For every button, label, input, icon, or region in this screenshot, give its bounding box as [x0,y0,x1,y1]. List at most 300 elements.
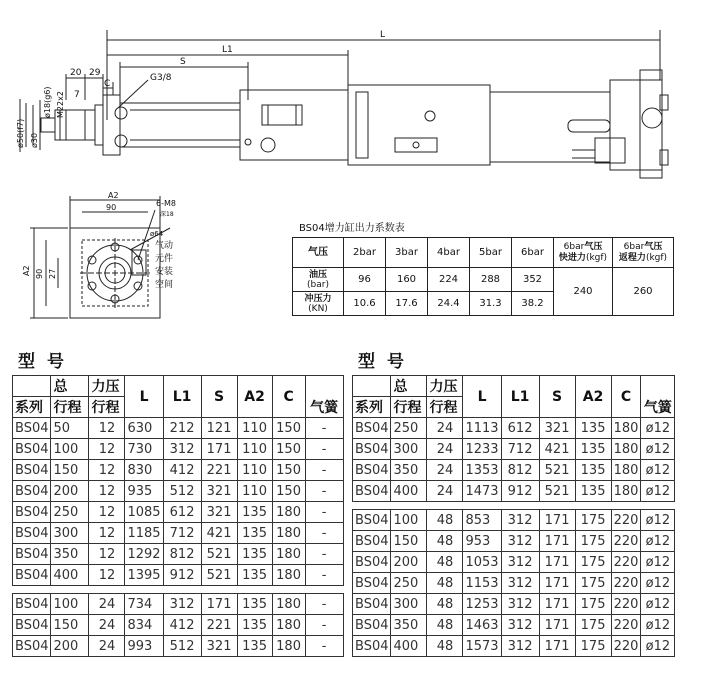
table-cell: 24 [427,439,463,460]
table-cell: BS04 [353,439,391,460]
table-cell: 171 [539,636,575,657]
table-cell: 24 [427,460,463,481]
table-cell: 48 [427,531,463,552]
table-cell: - [305,636,343,657]
table-cell: 350 [391,615,427,636]
table-cell: 421 [539,439,575,460]
table-cell: BS04 [13,502,51,523]
dim-C-label: C [104,79,111,89]
table-cell: 220 [611,594,641,615]
table-cell: 12 [89,418,125,439]
table-cell: 220 [611,636,641,657]
table-row [353,439,675,460]
coef-force: 38.2 [512,292,554,316]
table-cell: BS04 [353,481,391,502]
table-cell: 48 [427,636,463,657]
table-cell: 300 [51,523,89,544]
table-cell: 12 [89,523,125,544]
table-cell: 912 [501,481,539,502]
table-cell: 220 [611,510,641,531]
table-cell: 321 [201,481,237,502]
table-cell: 400 [391,636,427,657]
table-cell: 312 [501,636,539,657]
table-cell: 135 [237,565,272,586]
table-cell: 171 [201,594,237,615]
table-cell: 400 [391,481,427,502]
table-row [353,531,675,552]
table-cell: ø12 [641,418,675,439]
coef-pressure: 5bar [470,238,512,268]
table-cell: 150 [391,531,427,552]
coef-pressure: 4bar [428,238,470,268]
table-cell: 630 [125,418,163,439]
header-series: 系列 [13,397,51,418]
flange-front-drawing [20,190,200,330]
table-row [13,460,344,481]
pcd-label: ø64 [150,230,164,238]
table-cell: BS04 [13,594,51,615]
flange-A2-label: A2 [108,191,119,200]
table-cell: 221 [201,615,237,636]
table-cell: - [305,565,343,586]
table-cell: 953 [463,531,501,552]
table-row [13,544,344,565]
table-cell: BS04 [353,418,391,439]
table-cell: 180 [611,439,641,460]
table-row [13,523,344,544]
dim-7-label: 7 [74,90,80,100]
table-row [353,510,675,531]
coef-oil: 352 [512,268,554,292]
table-cell: 135 [575,439,611,460]
table-cell: 100 [391,510,427,531]
table-cell: 512 [163,481,201,502]
coef-head-return: 6bar气压 返程力(kgf) [613,238,674,268]
note-line-2: 元件 [155,254,174,264]
table-cell: - [305,615,343,636]
table-cell: 812 [501,460,539,481]
header-pressure-top: 力压 [89,376,125,397]
table-cell: 48 [427,573,463,594]
table-cell: 180 [272,502,305,523]
coef-oil: 288 [470,268,512,292]
cylinder-side-drawing [0,0,701,215]
table-cell: 321 [201,502,237,523]
coef-table [292,237,674,316]
header-A2: A2 [237,376,272,418]
table-cell: 1153 [463,573,501,594]
table-cell: 24 [89,636,125,657]
table-cell: 521 [201,565,237,586]
table-row [353,636,675,657]
table-cell: 200 [51,636,89,657]
table-cell: BS04 [353,615,391,636]
table-cell: 1353 [463,460,501,481]
header-L: L [125,376,163,418]
table-row [13,565,344,586]
dim-20-label: 20 [70,68,82,78]
table-cell: 171 [539,615,575,636]
table-cell: 312 [501,510,539,531]
table-cell: 221 [201,460,237,481]
table-cell: BS04 [13,418,51,439]
table-cell: 300 [391,439,427,460]
table-cell: ø12 [641,510,675,531]
table-cell: 171 [539,552,575,573]
table-row [353,615,675,636]
table-cell: 312 [163,439,201,460]
table-cell: 12 [89,565,125,586]
table-cell: ø12 [641,615,675,636]
table-cell: 1292 [125,544,163,565]
table-row [353,573,675,594]
table-cell: - [305,418,343,439]
table-cell: 48 [427,594,463,615]
table-cell: 421 [201,523,237,544]
table-cell: 180 [272,565,305,586]
header-pressure-bottom: 行程 [427,397,463,418]
table-cell: - [305,523,343,544]
coef-force: 17.6 [386,292,428,316]
table-cell: 150 [272,439,305,460]
table-cell: 312 [501,552,539,573]
header-L1: L1 [163,376,201,418]
table-cell: BS04 [13,615,51,636]
header-L: L [463,376,501,418]
header-C: C [611,376,641,418]
flange-90-label: 90 [106,203,117,212]
table-cell: 350 [51,544,89,565]
table-cell: 1395 [125,565,163,586]
table-cell: 220 [611,573,641,594]
table-cell: 175 [575,552,611,573]
table-cell: 175 [575,636,611,657]
table-cell: BS04 [353,510,391,531]
table-cell: BS04 [13,544,51,565]
table-cell: 24 [427,481,463,502]
table-cell: 412 [163,615,201,636]
table-cell: 150 [272,460,305,481]
table-cell: 521 [539,481,575,502]
coef-table-title: BS04增力缸出力系数表 [299,223,405,234]
table-row [13,439,344,460]
table-cell: 1463 [463,615,501,636]
table-cell: 350 [391,460,427,481]
table-cell: 100 [51,594,89,615]
table-row [353,481,675,502]
coef-oil: 96 [344,268,386,292]
table-cell: - [305,460,343,481]
table-cell: 135 [237,544,272,565]
table-cell: 853 [463,510,501,531]
table-cell: 110 [237,439,272,460]
table-cell: 135 [237,636,272,657]
table-cell: 135 [237,594,272,615]
table-row [13,481,344,502]
table-cell: ø12 [641,460,675,481]
table-cell: ø12 [641,636,675,657]
table-cell: 730 [125,439,163,460]
table-cell: 171 [539,510,575,531]
coef-return-value: 260 [613,268,674,316]
side-A2-label: A2 [22,265,31,276]
table-cell: 200 [51,481,89,502]
table-cell: 12 [89,481,125,502]
table-cell: BS04 [353,552,391,573]
table-cell: 180 [611,460,641,481]
table-cell: BS04 [13,523,51,544]
model-title-right: 型号 [358,352,416,372]
table-row [353,418,675,439]
side-27-label: 27 [48,268,57,279]
table-cell: - [305,502,343,523]
table-cell: ø12 [641,439,675,460]
coef-oil: 224 [428,268,470,292]
bolt-label: 6-M8 [156,199,176,208]
table-cell: 250 [51,502,89,523]
header-series-blank [13,376,51,397]
table-cell: 171 [539,594,575,615]
table-cell: 312 [163,594,201,615]
header-total-top: 总 [391,376,427,397]
bolt-depth-label: 深18 [160,211,174,218]
table-cell: 1053 [463,552,501,573]
table-cell: 1085 [125,502,163,523]
header-total-top: 总 [51,376,89,397]
coef-head-air: 气压 [293,238,344,268]
table-cell: 110 [237,460,272,481]
header-pressure-top: 力压 [427,376,463,397]
table-cell: 110 [237,481,272,502]
table-cell: 175 [575,615,611,636]
coef-head-force: 冲压力 (KN) [293,292,344,316]
table-cell: 12 [89,544,125,565]
table-cell: BS04 [13,439,51,460]
table-cell: 150 [51,460,89,481]
port-label: G3/8 [150,73,172,83]
dim-d50-label: ø50(f7) [16,118,25,148]
table-cell: 180 [272,615,305,636]
table-cell: 830 [125,460,163,481]
table-cell: ø12 [641,573,675,594]
table-cell: 250 [391,573,427,594]
table-cell: 171 [539,573,575,594]
table-cell: 1233 [463,439,501,460]
table-cell: 312 [501,573,539,594]
header-pressure-bottom: 行程 [89,397,125,418]
table-cell: 1473 [463,481,501,502]
table-cell: 180 [272,544,305,565]
table-cell: 180 [272,594,305,615]
table-row [13,594,344,615]
side-90-label: 90 [35,268,44,279]
table-row [13,636,344,657]
table-cell: 150 [272,481,305,502]
table-cell: 135 [237,502,272,523]
table-cell: 250 [391,418,427,439]
table-cell: 135 [237,615,272,636]
table-cell: BS04 [353,594,391,615]
table-cell: 521 [539,460,575,481]
table-row [13,615,344,636]
table-cell: BS04 [353,531,391,552]
table-row [353,552,675,573]
header-spring: 气簧 [305,376,343,418]
coef-head-oil: 油压 (bar) [293,268,344,292]
table-cell: 712 [163,523,201,544]
table-cell: 1185 [125,523,163,544]
table-cell: 1253 [463,594,501,615]
table-cell: 150 [272,418,305,439]
coef-pressure: 2bar [344,238,386,268]
table-cell: 110 [237,418,272,439]
table-cell: 200 [391,552,427,573]
table-cell: 220 [611,531,641,552]
table-cell: 412 [163,460,201,481]
table-cell: 312 [501,615,539,636]
coef-pressure: 6bar [512,238,554,268]
dim-29-label: 29 [89,68,101,78]
table-cell: 300 [391,594,427,615]
table-row [353,594,675,615]
table-cell: - [305,544,343,565]
table-cell: 171 [201,439,237,460]
coef-oil: 160 [386,268,428,292]
table-cell: 135 [575,460,611,481]
header-L1: L1 [501,376,539,418]
table-cell: 512 [163,636,201,657]
table-cell: 50 [51,418,89,439]
dim-L-label: L [380,30,386,40]
table-cell: 175 [575,531,611,552]
table-cell: BS04 [13,481,51,502]
coef-head-fast: 6bar气压 快进力(kgf) [554,238,613,268]
table-cell: 612 [501,418,539,439]
table-row [353,460,675,481]
table-cell: BS04 [353,573,391,594]
table-cell: 612 [163,502,201,523]
header-S: S [539,376,575,418]
table-cell: 12 [89,460,125,481]
model-table-right [352,375,675,657]
table-cell: 180 [272,636,305,657]
table-cell: 993 [125,636,163,657]
table-cell: 321 [539,418,575,439]
header-A2: A2 [575,376,611,418]
header-spring: 气簧 [641,376,675,418]
table-cell: ø12 [641,594,675,615]
table-cell: - [305,439,343,460]
group-separator [13,586,344,594]
table-cell: 712 [501,439,539,460]
table-cell: BS04 [353,460,391,481]
note-line-4: 空间 [155,280,174,290]
table-cell: 400 [51,565,89,586]
dim-thread-label: M22x2 [56,91,65,118]
table-cell: 834 [125,615,163,636]
table-cell: BS04 [13,636,51,657]
table-cell: 1113 [463,418,501,439]
table-cell: 100 [51,439,89,460]
table-cell: 135 [575,481,611,502]
table-row [13,502,344,523]
table-cell: 312 [501,594,539,615]
coef-force: 31.3 [470,292,512,316]
table-cell: 24 [89,615,125,636]
table-row [13,418,344,439]
table-cell: ø12 [641,481,675,502]
table-cell: ø12 [641,552,675,573]
table-cell: BS04 [13,460,51,481]
table-cell: 521 [201,544,237,565]
coef-force: 24.4 [428,292,470,316]
table-cell: 12 [89,502,125,523]
dim-L1-label: L1 [222,45,233,55]
dim-d30-label: ø30 [30,132,39,148]
table-cell: ø12 [641,531,675,552]
coef-fast-value: 240 [554,268,613,316]
table-cell: - [305,481,343,502]
table-cell: 312 [501,531,539,552]
table-cell: 121 [201,418,237,439]
table-cell: 912 [163,565,201,586]
table-cell: 171 [539,531,575,552]
header-total-bottom: 行程 [51,397,89,418]
header-series: 系列 [353,397,391,418]
table-cell: 321 [201,636,237,657]
table-cell: 135 [237,523,272,544]
table-cell: BS04 [13,565,51,586]
table-cell: 48 [427,552,463,573]
table-cell: 12 [89,439,125,460]
dim-S-label: S [180,57,186,67]
table-cell: 175 [575,594,611,615]
table-cell: 180 [611,418,641,439]
table-cell: 180 [611,481,641,502]
table-cell: 48 [427,510,463,531]
note-line-3: 安装 [155,267,174,277]
header-series-blank [353,376,391,397]
table-cell: 734 [125,594,163,615]
table-cell: 24 [427,418,463,439]
table-cell: 220 [611,615,641,636]
table-cell: 812 [163,544,201,565]
table-cell: - [305,594,343,615]
table-cell: 180 [272,523,305,544]
table-cell: 175 [575,573,611,594]
model-title-left: 型号 [18,352,76,372]
table-cell: 212 [163,418,201,439]
table-cell: 150 [51,615,89,636]
table-cell: 935 [125,481,163,502]
table-cell: 1573 [463,636,501,657]
table-cell: 24 [89,594,125,615]
group-separator [353,502,675,510]
table-cell: 48 [427,615,463,636]
coef-pressure: 3bar [386,238,428,268]
table-cell: 135 [575,418,611,439]
coef-force: 10.6 [344,292,386,316]
table-cell: 175 [575,510,611,531]
header-S: S [201,376,237,418]
header-C: C [272,376,305,418]
dim-rod-label: ø18(g6) [43,86,52,118]
header-total-bottom: 行程 [391,397,427,418]
table-cell: BS04 [353,636,391,657]
note-line-1: 气动 [155,241,174,251]
model-table-left [12,375,344,657]
table-cell: 220 [611,552,641,573]
